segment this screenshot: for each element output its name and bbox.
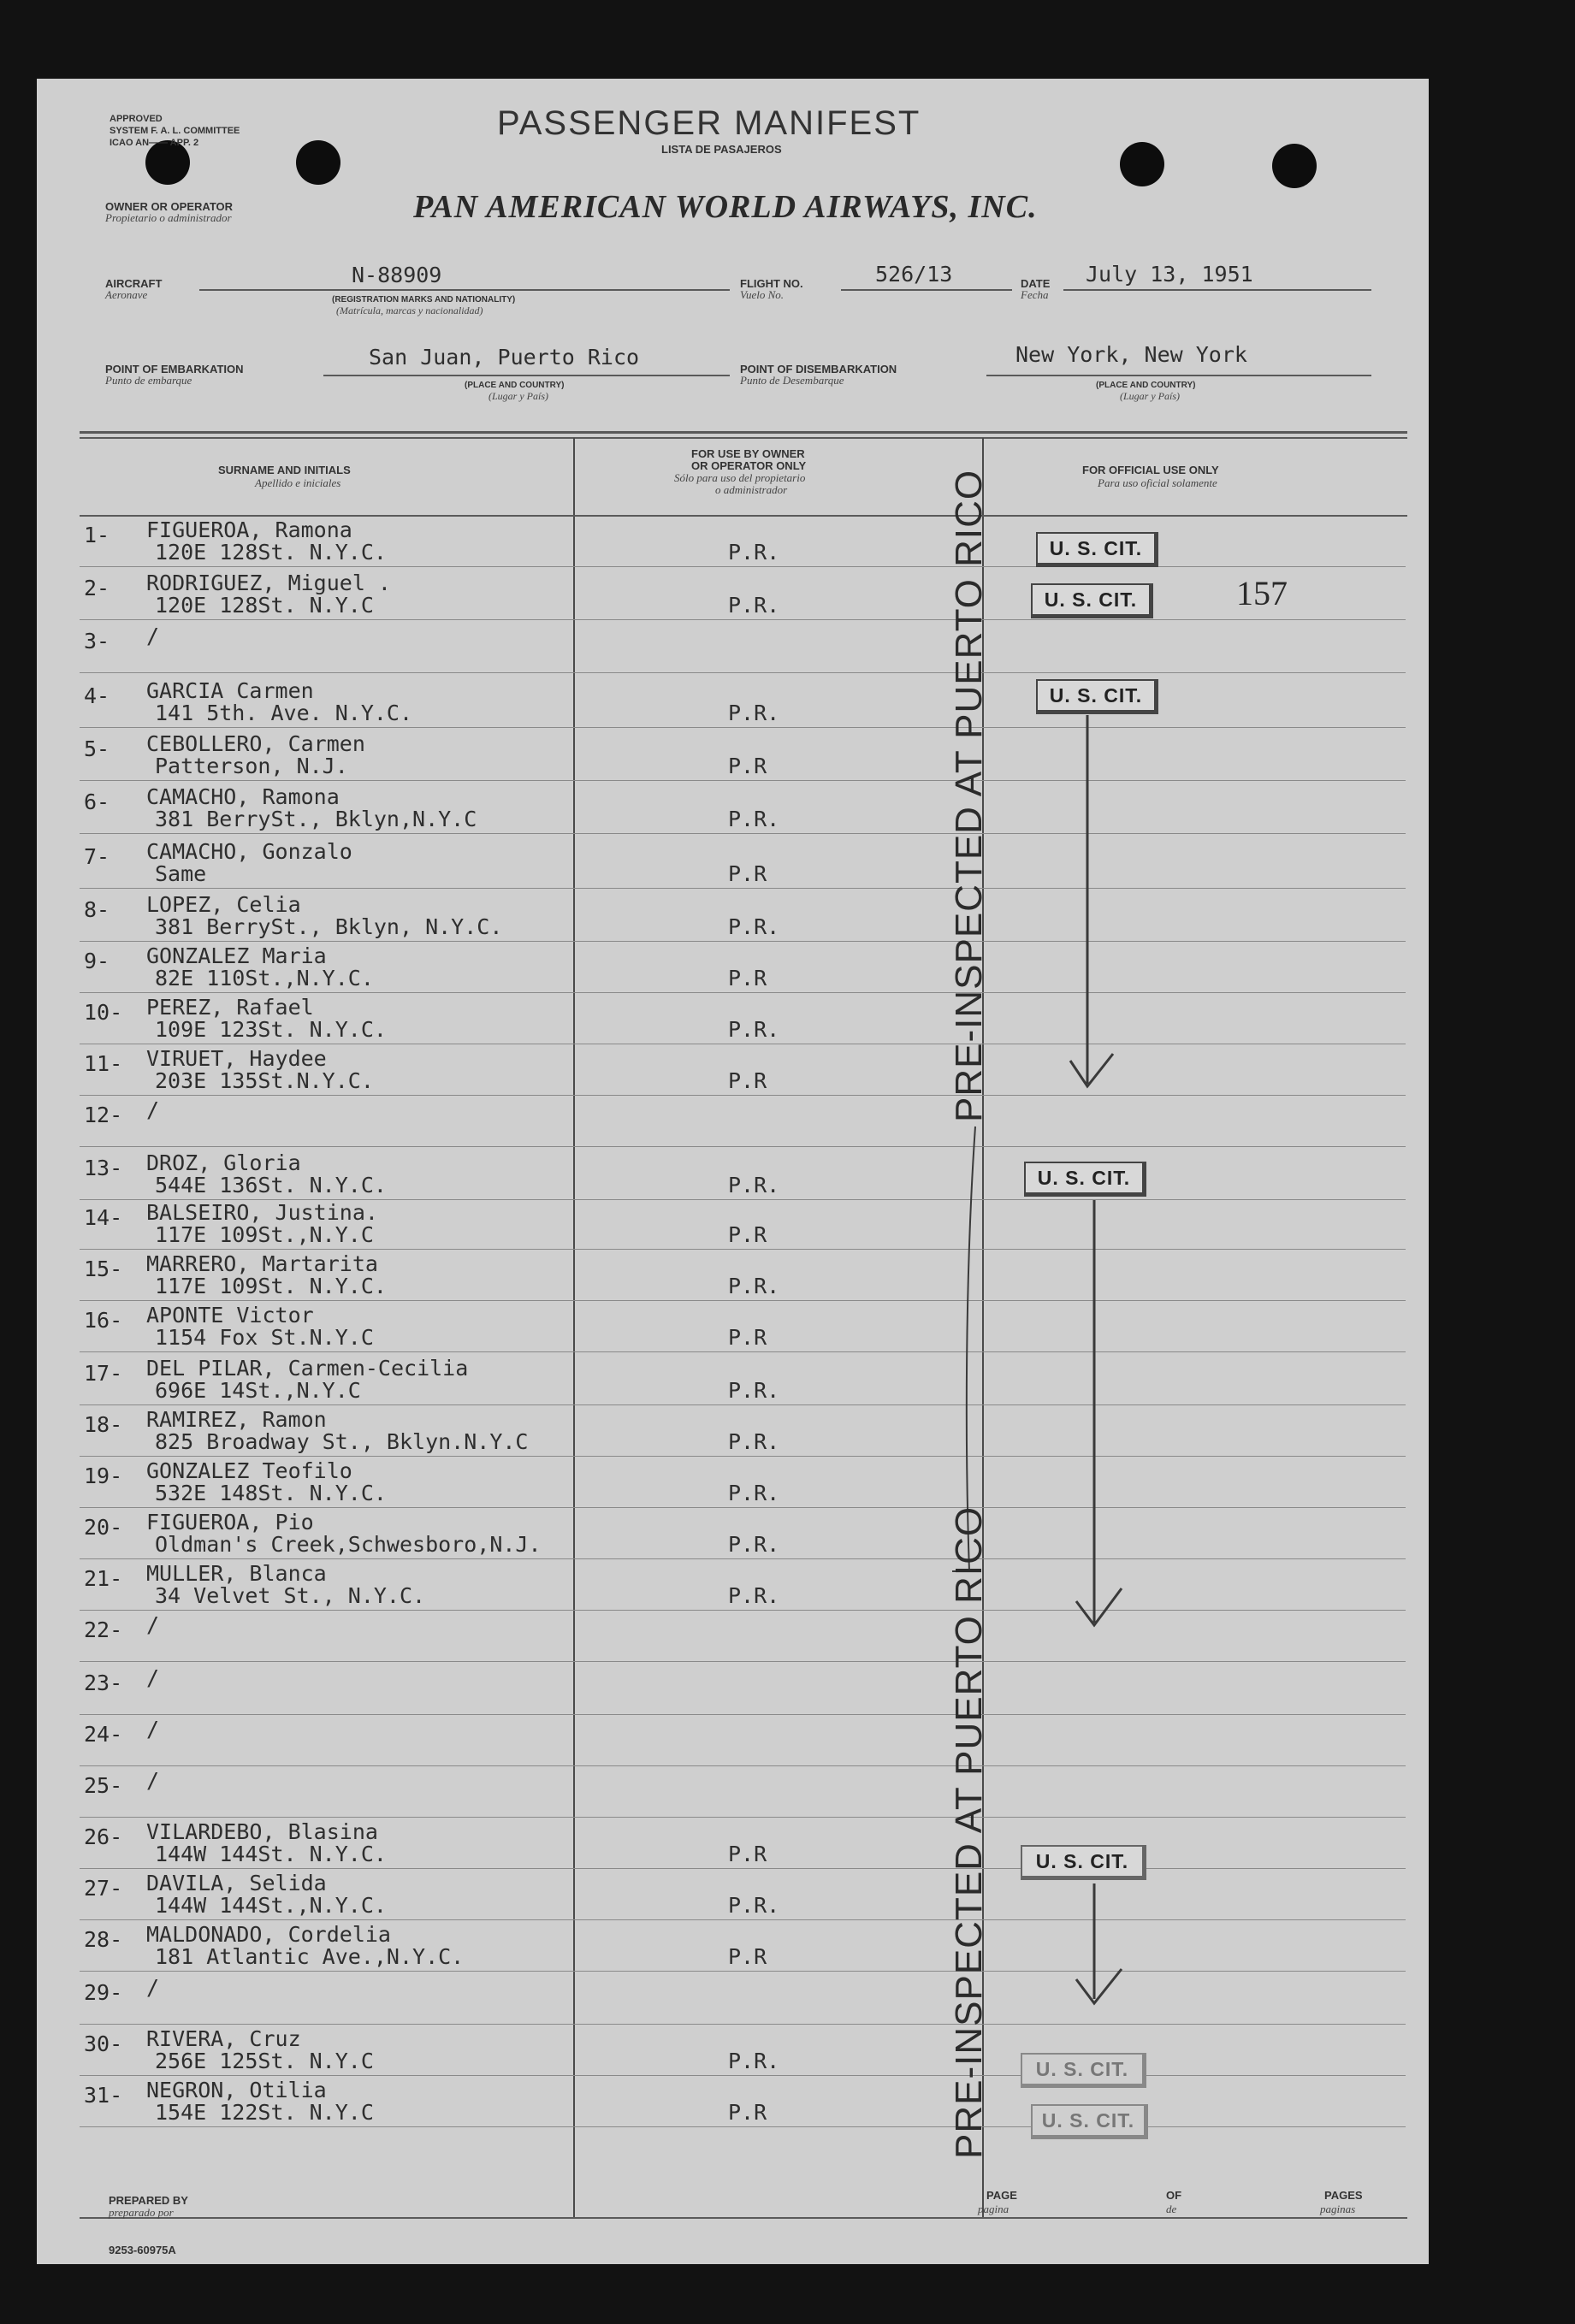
passenger-address: Oldman's Creek,Schwesboro,N.J. [155,1532,542,1557]
place-note: (PLACE AND COUNTRY) [465,381,565,390]
origin-code: P.R. [728,807,780,831]
origin-code: P.R. [728,1583,780,1608]
manifest-sheet [37,79,1429,2264]
owner-label: OWNER OR OPERATOR [105,200,234,213]
passenger-name: / [146,1975,160,2000]
row-number: 11- [84,1051,123,1076]
col-official-head-es: Para uso oficial solamente [1098,476,1217,489]
row-number: 18- [84,1412,123,1437]
origin-code: P.R. [728,1173,780,1197]
row-number: 16- [84,1308,123,1333]
passenger-address: 144W 144St.,N.Y.C. [155,1893,387,1918]
passenger-name: FIGUEROA, Ramona [146,517,352,542]
place-note-es: (Lugar y País) [488,390,548,402]
aircraft-value: N-88909 [352,263,442,287]
row-number: 7- [84,844,110,869]
passenger-address: 381 BerrySt., Bklyn, N.Y.C. [155,914,503,939]
prepared-label: PREPARED BY [109,2194,188,2207]
passenger-name: LOPEZ, Celia [146,892,301,917]
row-number: 26- [84,1824,123,1849]
row-rule [80,1456,1406,1457]
row-number: 5- [84,736,110,761]
owner-label-es: Propietario o administrador [105,211,232,224]
punch-hole [1120,142,1164,186]
preinspected-stamp: PRE-INSPECTED AT PUERTO RICO [948,469,990,1122]
passenger-address: 544E 136St. N.Y.C. [155,1173,387,1197]
punch-hole [1272,144,1317,188]
us-citizen-stamp: U. S. CIT. [1024,1162,1146,1197]
passenger-name: MALDONADO, Cordelia [146,1922,391,1947]
row-number: 31- [84,2083,123,2108]
row-number: 8- [84,897,110,922]
passenger-address: 141 5th. Ave. N.Y.C. [155,701,413,725]
passenger-address: Patterson, N.J. [155,754,348,778]
row-rule [80,727,1406,728]
page-label-es: pagina [978,2203,1010,2215]
passenger-name: RAMIREZ, Ramon [146,1407,327,1432]
place-note: (PLACE AND COUNTRY) [1096,381,1196,390]
pages-label: PAGES [1324,2189,1363,2202]
row-rule [80,1919,1406,1920]
passenger-name: GONZALEZ Teofilo [146,1458,352,1483]
col-owner-head-es: o administrador [715,483,788,496]
origin-code: P.R. [728,593,780,618]
row-number: 9- [84,949,110,973]
origin-code: P.R [728,2100,767,2125]
passenger-name: VILARDEBO, Blasina [146,1819,378,1844]
row-rule [80,1971,1406,1972]
passenger-address: 120E 128St. N.Y.C. [155,540,387,565]
row-rule [80,619,1406,620]
origin-code: P.R [728,1222,767,1247]
passenger-name: / [146,1097,160,1122]
passenger-address: 34 Velvet St., N.Y.C. [155,1583,426,1608]
col-surname-head-es: Apellido e iniciales [255,476,341,489]
row-number: 30- [84,2031,123,2056]
row-rule [80,2024,1406,2025]
form-number: 9253-60975A [109,2244,176,2256]
flight-label-es: Vuelo No. [740,288,785,301]
row-number: 21- [84,1566,123,1591]
row-rule [80,1765,1406,1766]
aircraft-note-es: (Matrícula, marcas y nacionalidad) [336,305,483,316]
row-number: 29- [84,1980,123,2005]
row-rule [80,780,1406,781]
aircraft-label-es: Aeronave [105,288,148,301]
passenger-name: PEREZ, Rafael [146,995,314,1020]
disembark-value: New York, New York [1015,342,1247,367]
passenger-name: DROZ, Gloria [146,1150,301,1175]
approval-line: APPROVED [110,114,163,124]
embark-label-es: Punto de embarque [105,374,192,387]
row-number: 20- [84,1515,123,1540]
passenger-address: 144W 144St. N.Y.C. [155,1842,387,1866]
origin-code: P.R. [728,1274,780,1298]
passenger-name: RODRIGUEZ, Miguel . [146,571,391,595]
row-rule [80,888,1406,889]
origin-code: P.R. [728,1481,780,1505]
row-number: 14- [84,1205,123,1230]
date-value: July 13, 1951 [1086,262,1253,287]
col-surname-head: SURNAME AND INITIALS [218,464,351,476]
row-rule [80,941,1406,942]
origin-code: P.R [728,1842,767,1866]
row-rule [80,1300,1406,1301]
side-count: 157 [1236,574,1288,612]
passenger-name: / [146,1612,160,1637]
origin-code: P.R. [728,540,780,565]
row-number: 22- [84,1617,123,1642]
col-owner-head: OR OPERATOR ONLY [691,459,807,472]
row-rule [80,1868,1406,1869]
row-rule [80,1146,1406,1147]
passenger-address: 181 Atlantic Ave.,N.Y.C. [155,1944,465,1969]
passenger-name: GONZALEZ Maria [146,943,327,968]
row-rule [80,1661,1406,1662]
place-note-es: (Lugar y País) [1120,390,1180,402]
origin-code: P.R. [728,914,780,939]
prepared-label-es: preparado por [109,2206,174,2219]
row-number: 15- [84,1257,123,1281]
us-citizen-stamp: U. S. CIT. [1021,1845,1146,1880]
origin-code: P.R [728,1325,767,1350]
embark-label: POINT OF EMBARKATION [105,363,244,376]
origin-code: P.R [728,754,767,778]
row-rule [80,1610,1406,1611]
row-rule [80,1507,1406,1508]
row-rule [80,1095,1406,1096]
origin-code: P.R. [728,1893,780,1918]
passenger-name: NEGRON, Otilia [146,2078,327,2102]
flight-label: FLIGHT NO. [740,277,803,290]
us-citizen-stamp: U. S. CIT. [1036,679,1158,714]
passenger-name: / [146,1768,160,1793]
row-rule [80,1351,1406,1352]
row-number: 27- [84,1876,123,1901]
embark-value: San Juan, Puerto Rico [369,345,640,370]
passenger-name: CAMACHO, Gonzalo [146,839,352,864]
passenger-address: 154E 122St. N.Y.C [155,2100,374,2125]
row-rule [80,992,1406,993]
date-label-es: Fecha [1021,288,1049,301]
us-citizen-stamp: U. S. CIT. [1036,532,1158,567]
row-rule [80,1817,1406,1818]
of-label-es: de [1166,2203,1177,2215]
owner-name: PAN AMERICAN WORLD AIRWAYS, INC. [413,189,1038,225]
passenger-address: 117E 109St.,N.Y.C [155,1222,374,1247]
row-rule [80,833,1406,834]
passenger-address: 1154 Fox St.N.Y.C [155,1325,374,1350]
origin-code: P.R. [728,1532,780,1557]
us-citizen-stamp: U. S. CIT. [1021,2053,1146,2088]
flight-value: 526/13 [875,262,953,287]
passenger-name: VIRUET, Haydee [146,1046,327,1071]
passenger-address: 696E 14St.,N.Y.C [155,1378,361,1403]
date-label: DATE [1021,277,1051,290]
row-number: 28- [84,1927,123,1952]
passenger-address: 82E 110St.,N.Y.C. [155,966,374,991]
passenger-address: 203E 135St.N.Y.C. [155,1068,374,1093]
page-title: PASSENGER MANIFEST [497,104,921,142]
approval-line: ICAO AN—— APP. 2 [110,138,199,148]
passenger-name: RIVERA, Cruz [146,2026,301,2051]
row-number: 19- [84,1464,123,1488]
origin-code: P.R. [728,1378,780,1403]
passenger-name: BALSEIRO, Justina. [146,1200,378,1225]
passenger-name: / [146,1717,160,1742]
passenger-name: MULLER, Blanca [146,1561,327,1586]
approval-line: SYSTEM F. A. L. COMMITTEE [110,126,240,136]
passenger-address: 117E 109St. N.Y.C. [155,1274,387,1298]
passenger-name: CAMACHO, Ramona [146,784,340,809]
passenger-name: MARRERO, Martarita [146,1251,378,1276]
passenger-name: CEBOLLERO, Carmen [146,731,365,756]
passenger-name: FIGUEROA, Pio [146,1510,314,1535]
row-number: 4- [84,683,110,708]
preinspected-stamp: PRE-INSPECTED AT PUERTO RICO [948,1505,990,2159]
row-number: 17- [84,1361,123,1386]
punch-hole [296,140,340,185]
row-number: 13- [84,1156,123,1180]
row-number: 1- [84,523,110,547]
col-owner-head-es: Sólo para uso del propietario [674,471,806,484]
passenger-name: / [146,624,160,648]
passenger-name: DAVILA, Selida [146,1871,327,1895]
row-rule [80,1558,1406,1559]
column-divider [573,438,575,2217]
row-rule [80,2075,1406,2076]
origin-code: P.R [728,1068,767,1093]
row-rule [80,2126,1406,2127]
origin-code: P.R. [728,701,780,725]
passenger-address: 120E 128St. N.Y.C [155,593,374,618]
page-label: PAGE [986,2189,1017,2202]
passenger-address: 109E 123St. N.Y.C. [155,1017,387,1042]
row-number: 6- [84,789,110,814]
row-number: 25- [84,1773,123,1798]
page-subtitle: LISTA DE PASAJEROS [661,143,782,156]
row-rule [80,1249,1406,1250]
pages-label-es: paginas [1320,2203,1356,2215]
passenger-address: 825 Broadway St., Bklyn.N.Y.C [155,1429,529,1454]
passenger-name: GARCIA Carmen [146,678,314,703]
passenger-address: Same [155,861,207,886]
passenger-address: 532E 148St. N.Y.C. [155,1481,387,1505]
row-number: 24- [84,1722,123,1747]
aircraft-note: (REGISTRATION MARKS AND NATIONALITY) [332,295,516,305]
us-citizen-stamp: U. S. CIT. [1031,2104,1148,2139]
origin-code: P.R. [728,1429,780,1454]
row-number: 10- [84,1000,123,1025]
origin-code: P.R. [728,2049,780,2073]
passenger-name: / [146,1665,160,1690]
disembark-label-es: Punto de Desembarque [740,374,844,387]
row-rule [80,672,1406,673]
row-number: 12- [84,1103,123,1127]
passenger-name: APONTE Victor [146,1303,314,1328]
origin-code: P.R [728,966,767,991]
passenger-address: 256E 125St. N.Y.C [155,2049,374,2073]
row-number: 3- [84,629,110,653]
row-number: 23- [84,1671,123,1695]
row-rule [80,1714,1406,1715]
row-rule [80,1404,1406,1405]
aircraft-label: AIRCRAFT [105,277,163,290]
origin-code: P.R [728,1944,767,1969]
of-label: OF [1166,2189,1182,2202]
us-citizen-stamp: U. S. CIT. [1031,583,1153,618]
row-rule [80,566,1406,567]
passenger-name: DEL PILAR, Carmen-Cecilia [146,1356,469,1381]
origin-code: P.R. [728,1017,780,1042]
row-number: 2- [84,576,110,600]
passenger-address: 381 BerrySt., Bklyn,N.Y.C [155,807,477,831]
origin-code: P.R [728,861,767,886]
disembark-label: POINT OF DISEMBARKATION [740,363,897,376]
col-official-head: FOR OFFICIAL USE ONLY [1082,464,1219,476]
col-owner-head: FOR USE BY OWNER [691,447,805,460]
